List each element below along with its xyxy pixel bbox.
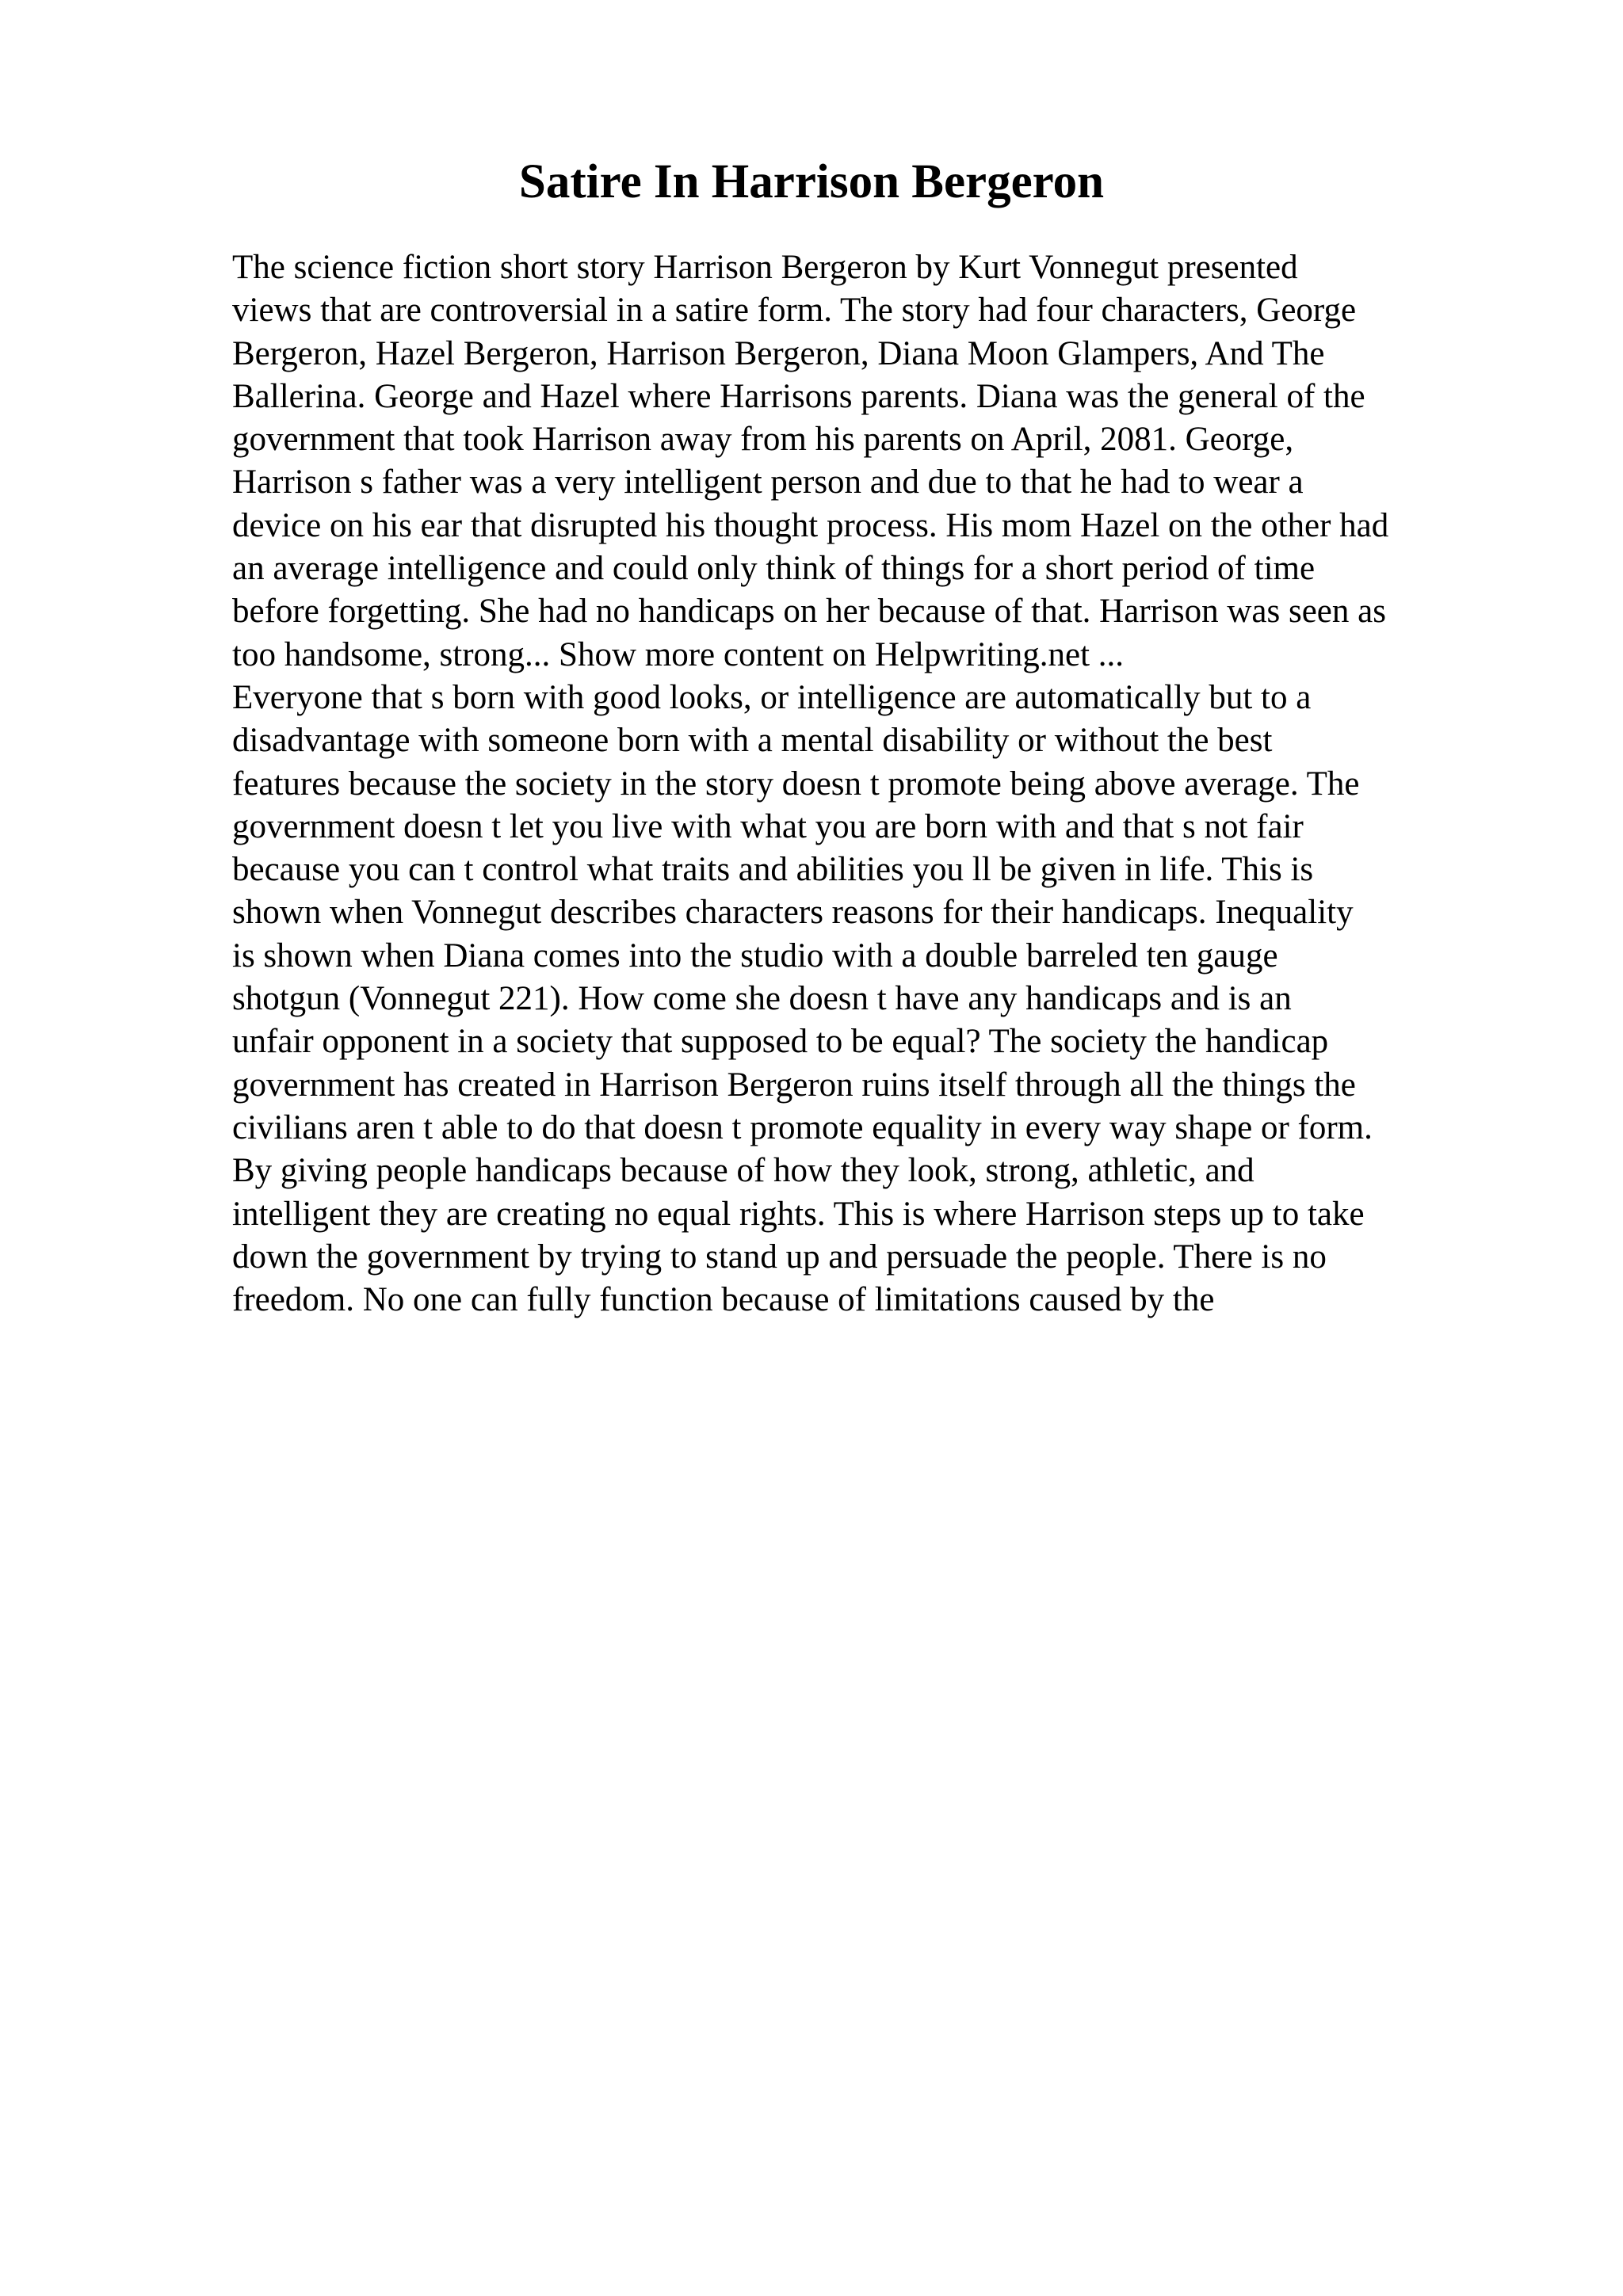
document-title: Satire In Harrison Bergeron xyxy=(518,155,1105,208)
body-line: The science fiction short story Harrison Bergeron by Kurt Vonnegut presented xyxy=(232,249,1298,286)
document-body xyxy=(232,246,1500,1322)
body-line: intelligent they are creating no equal rights. This is where Harrison steps up to take xyxy=(232,1195,1365,1233)
body-line: By giving people handicaps because of how they look, strong, athletic, and xyxy=(232,1152,1254,1190)
body-line: an average intelligence and could only think of things for a short period of time xyxy=(232,550,1316,588)
body-line: Harrison s father was a very intelligent person and due to that he had to wear a xyxy=(232,463,1304,502)
body-line: device on his ear that disrupted his thought process. His mom Hazel on the other had xyxy=(232,506,1389,544)
body-line: disadvantage with someone born with a mental disability or without the best xyxy=(232,722,1273,760)
body-line: because you can t control what traits and abilities you ll be given in life. This is xyxy=(232,851,1314,889)
body-line: down the government by trying to stand up and persuade the people. There is no xyxy=(232,1238,1327,1276)
body-line: Bergeron, Hazel Bergeron, Harrison Bergeron, Diana Moon Glampers, And The xyxy=(232,334,1325,372)
body-line: shown when Vonnegut describes characters reasons for their handicaps. Inequality xyxy=(232,894,1354,932)
body-line: government has created in Harrison Bergeron ruins itself through all the things the xyxy=(232,1066,1356,1104)
body-line: freedom. No one can fully function because of limitations caused by the xyxy=(232,1281,1215,1319)
body-line: Everyone that s born with good looks, or intelligence are automatically but to a xyxy=(232,678,1312,716)
body-line: government doesn t let you live with what you are born with and that s not fair xyxy=(232,807,1304,845)
body-line: civilians aren t able to do that doesn t promote equality in every way shape or form. xyxy=(232,1108,1373,1146)
body-line: unfair opponent in a society that supposed to be equal? The society the handicap xyxy=(232,1023,1329,1061)
body-line: shotgun (Vonnegut 221). How come she doesn t have any handicaps and is an xyxy=(232,980,1292,1018)
body-line: before forgetting. She had no handicaps on her because of that. Harrison was seen as xyxy=(232,593,1386,631)
body-line: government that took Harrison away from his parents on April, 2081. George, xyxy=(232,421,1294,459)
body-line: Ballerina. George and Hazel where Harrisons parents. Diana was the general of the xyxy=(232,377,1365,415)
body-line: too handsome, strong... Show more content on Helpwriting.net ... xyxy=(232,635,1125,673)
body-line: is shown when Diana comes into the studio with a double barreled ten gauge xyxy=(232,936,1278,974)
body-line: views that are controversial in a satire form. The story had four characters, George xyxy=(232,292,1357,330)
body-line: features because the society in the story doesn t promote being above average. The xyxy=(232,765,1360,803)
